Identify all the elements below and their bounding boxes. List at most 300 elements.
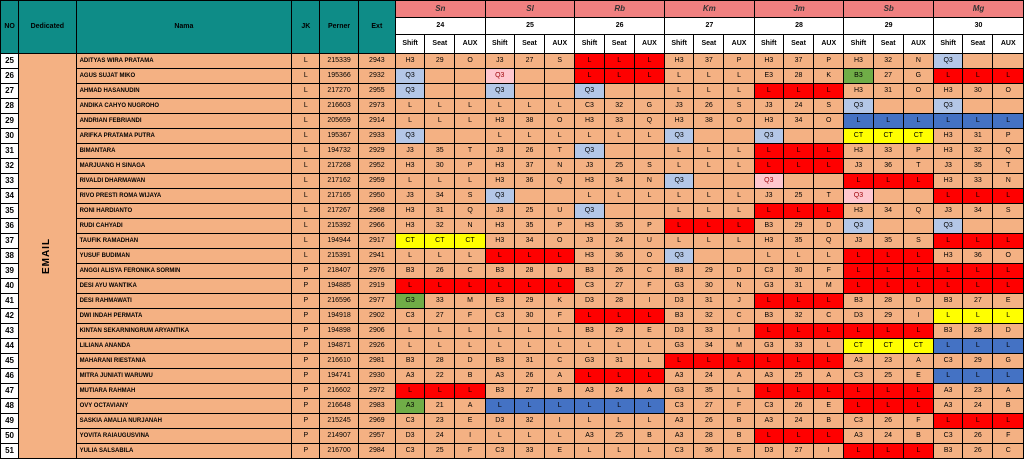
employee-perner[interactable]: 194741 <box>320 369 358 384</box>
schedule-cell[interactable] <box>903 189 933 204</box>
schedule-cell[interactable]: G <box>634 99 664 114</box>
schedule-cell[interactable]: L <box>724 84 754 99</box>
schedule-cell[interactable]: 36 <box>604 249 634 264</box>
schedule-cell[interactable]: 24 <box>783 414 813 429</box>
schedule-cell[interactable]: D3 <box>665 294 694 309</box>
employee-jk[interactable]: P <box>292 444 320 459</box>
schedule-cell[interactable]: S <box>545 54 575 69</box>
schedule-cell[interactable]: 33 <box>604 114 634 129</box>
schedule-cell[interactable]: L <box>455 174 485 189</box>
employee-perner[interactable]: 216602 <box>320 384 358 399</box>
schedule-cell[interactable]: L <box>903 279 933 294</box>
schedule-cell[interactable]: C3 <box>844 369 873 384</box>
schedule-cell[interactable]: J3 <box>665 99 694 114</box>
schedule-cell[interactable]: F <box>724 399 754 414</box>
schedule-cell[interactable]: L <box>903 264 933 279</box>
schedule-cell[interactable]: 37 <box>694 54 724 69</box>
schedule-cell[interactable]: B <box>993 399 1024 414</box>
schedule-cell[interactable]: T <box>455 144 485 159</box>
row-number[interactable]: 29 <box>1 114 19 129</box>
schedule-cell[interactable]: H3 <box>844 204 873 219</box>
schedule-cell[interactable]: H3 <box>934 129 963 144</box>
schedule-cell[interactable]: H3 <box>934 249 963 264</box>
schedule-cell[interactable]: L <box>485 249 514 264</box>
schedule-cell[interactable]: S <box>903 234 933 249</box>
schedule-cell[interactable] <box>873 219 903 234</box>
schedule-cell[interactable]: L <box>814 249 844 264</box>
schedule-cell[interactable]: B <box>634 429 664 444</box>
schedule-cell[interactable]: H3 <box>485 159 514 174</box>
schedule-cell[interactable]: 26 <box>873 414 903 429</box>
schedule-cell[interactable]: L <box>783 249 813 264</box>
schedule-cell[interactable]: H3 <box>485 174 514 189</box>
schedule-cell[interactable]: 31 <box>604 354 634 369</box>
schedule-cell[interactable]: 26 <box>783 399 813 414</box>
schedule-cell[interactable]: E <box>903 369 933 384</box>
schedule-cell[interactable]: Q3 <box>754 129 783 144</box>
employee-ext[interactable]: 2959 <box>358 174 395 189</box>
schedule-cell[interactable]: L <box>634 69 664 84</box>
schedule-cell[interactable]: E <box>634 324 664 339</box>
schedule-cell[interactable]: 33 <box>873 144 903 159</box>
employee-jk[interactable]: L <box>292 189 320 204</box>
schedule-cell[interactable]: L <box>665 234 694 249</box>
schedule-cell[interactable]: 33 <box>783 339 813 354</box>
schedule-cell[interactable]: J3 <box>575 234 604 249</box>
schedule-cell[interactable]: L <box>934 369 963 384</box>
employee-perner[interactable]: 215245 <box>320 414 358 429</box>
schedule-cell[interactable]: L <box>425 384 455 399</box>
schedule-cell[interactable]: H3 <box>754 114 783 129</box>
schedule-cell[interactable]: D <box>455 354 485 369</box>
row-number[interactable]: 38 <box>1 249 19 264</box>
schedule-cell[interactable]: C3 <box>844 414 873 429</box>
schedule-cell[interactable]: L <box>634 369 664 384</box>
schedule-cell[interactable]: 31 <box>783 279 813 294</box>
schedule-cell[interactable]: L <box>545 429 575 444</box>
schedule-cell[interactable] <box>514 69 544 84</box>
schedule-cell[interactable]: L <box>783 294 813 309</box>
schedule-cell[interactable]: Q3 <box>665 174 694 189</box>
schedule-cell[interactable]: C <box>993 444 1024 459</box>
row-number[interactable]: 48 <box>1 399 19 414</box>
schedule-cell[interactable]: B <box>814 414 844 429</box>
schedule-cell[interactable]: C <box>814 309 844 324</box>
row-number[interactable]: 44 <box>1 339 19 354</box>
schedule-cell[interactable]: L <box>873 384 903 399</box>
schedule-cell[interactable]: 26 <box>514 144 544 159</box>
employee-perner[interactable]: 217267 <box>320 204 358 219</box>
schedule-cell[interactable]: H3 <box>934 174 963 189</box>
schedule-cell[interactable]: L <box>873 114 903 129</box>
schedule-cell[interactable]: L <box>934 339 963 354</box>
schedule-cell[interactable] <box>425 69 455 84</box>
schedule-cell[interactable]: L <box>545 339 575 354</box>
schedule-cell[interactable]: H3 <box>844 144 873 159</box>
schedule-cell[interactable]: P <box>455 159 485 174</box>
schedule-cell[interactable]: N <box>903 54 933 69</box>
schedule-cell[interactable]: F <box>634 279 664 294</box>
schedule-cell[interactable]: Q <box>634 114 664 129</box>
schedule-cell[interactable]: 26 <box>963 444 993 459</box>
schedule-cell[interactable] <box>514 189 544 204</box>
schedule-cell[interactable] <box>783 174 813 189</box>
employee-perner[interactable]: 216596 <box>320 294 358 309</box>
schedule-cell[interactable]: L <box>783 204 813 219</box>
schedule-cell[interactable]: F <box>455 309 485 324</box>
employee-ext[interactable]: 2917 <box>358 234 395 249</box>
schedule-cell[interactable]: L <box>903 114 933 129</box>
schedule-cell[interactable]: L <box>814 294 844 309</box>
schedule-cell[interactable]: L <box>963 414 993 429</box>
schedule-cell[interactable]: L <box>634 189 664 204</box>
schedule-cell[interactable]: L <box>575 444 604 459</box>
schedule-cell[interactable]: L <box>634 309 664 324</box>
schedule-cell[interactable]: L <box>665 189 694 204</box>
schedule-cell[interactable] <box>694 174 724 189</box>
schedule-cell[interactable]: I <box>545 414 575 429</box>
employee-ext[interactable]: 2972 <box>358 384 395 399</box>
date-25[interactable]: 25 <box>485 18 575 35</box>
employee-ext[interactable]: 2906 <box>358 324 395 339</box>
schedule-cell[interactable]: 31 <box>873 84 903 99</box>
schedule-cell[interactable]: J3 <box>754 99 783 114</box>
schedule-cell[interactable]: L <box>665 84 694 99</box>
header-no[interactable]: NO <box>1 1 19 54</box>
schedule-cell[interactable]: 24 <box>604 234 634 249</box>
schedule-cell[interactable]: L <box>724 159 754 174</box>
row-number[interactable]: 45 <box>1 354 19 369</box>
schedule-cell[interactable]: L <box>575 414 604 429</box>
employee-name[interactable]: YOVITA RAIAUGUSVINA <box>76 429 292 444</box>
schedule-cell[interactable]: A <box>724 369 754 384</box>
schedule-cell[interactable]: L <box>455 384 485 399</box>
schedule-cell[interactable]: C <box>634 264 664 279</box>
schedule-cell[interactable]: Q3 <box>485 84 514 99</box>
schedule-cell[interactable]: 33 <box>514 444 544 459</box>
schedule-cell[interactable]: 35 <box>873 234 903 249</box>
schedule-cell[interactable]: L <box>783 84 813 99</box>
schedule-cell[interactable]: J3 <box>844 234 873 249</box>
row-number[interactable]: 34 <box>1 189 19 204</box>
employee-perner[interactable]: 215339 <box>320 54 358 69</box>
schedule-cell[interactable]: 34 <box>783 114 813 129</box>
schedule-cell[interactable]: L <box>814 144 844 159</box>
schedule-cell[interactable]: 35 <box>604 219 634 234</box>
schedule-cell[interactable]: B3 <box>665 264 694 279</box>
schedule-cell[interactable]: L <box>634 444 664 459</box>
schedule-cell[interactable]: L <box>575 54 604 69</box>
schedule-cell[interactable]: 27 <box>963 294 993 309</box>
schedule-cell[interactable]: E3 <box>754 69 783 84</box>
schedule-cell[interactable]: M <box>455 294 485 309</box>
employee-name[interactable]: RIVO PRESTI ROMA WIJAYA <box>76 189 292 204</box>
schedule-cell[interactable] <box>724 129 754 144</box>
schedule-cell[interactable]: 32 <box>694 309 724 324</box>
schedule-cell[interactable]: D3 <box>485 414 514 429</box>
schedule-cell[interactable] <box>455 84 485 99</box>
schedule-cell[interactable]: J3 <box>754 189 783 204</box>
schedule-cell[interactable]: M <box>814 279 844 294</box>
schedule-cell[interactable]: A <box>455 399 485 414</box>
employee-perner[interactable]: 205659 <box>320 114 358 129</box>
schedule-cell[interactable]: P <box>634 219 664 234</box>
schedule-cell[interactable]: P <box>724 54 754 69</box>
employee-ext[interactable]: 2930 <box>358 369 395 384</box>
schedule-cell[interactable]: 33 <box>694 324 724 339</box>
schedule-cell[interactable]: C3 <box>754 399 783 414</box>
schedule-cell[interactable]: 36 <box>963 249 993 264</box>
schedule-cell[interactable]: 28 <box>694 429 724 444</box>
schedule-cell[interactable] <box>873 99 903 114</box>
schedule-cell[interactable]: A3 <box>485 369 514 384</box>
schedule-cell[interactable]: 30 <box>963 84 993 99</box>
row-number[interactable]: 47 <box>1 384 19 399</box>
schedule-cell[interactable]: CT <box>873 339 903 354</box>
schedule-cell[interactable]: L <box>395 384 424 399</box>
employee-ext[interactable]: 2902 <box>358 309 395 324</box>
schedule-cell[interactable]: L <box>694 204 724 219</box>
schedule-cell[interactable]: L <box>963 279 993 294</box>
schedule-cell[interactable]: 27 <box>783 444 813 459</box>
employee-name[interactable]: KINTAN SEKARNINGRUM ARYANTIKA <box>76 324 292 339</box>
subheader-seat[interactable]: Seat <box>783 35 813 54</box>
schedule-cell[interactable]: L <box>514 279 544 294</box>
schedule-cell[interactable]: L <box>395 324 424 339</box>
schedule-cell[interactable]: 26 <box>963 429 993 444</box>
schedule-cell[interactable]: L <box>604 309 634 324</box>
schedule-cell[interactable]: L <box>545 399 575 414</box>
row-number[interactable]: 36 <box>1 219 19 234</box>
employee-name[interactable]: OVY OCTAVIANY <box>76 399 292 414</box>
schedule-cell[interactable] <box>455 129 485 144</box>
schedule-cell[interactable]: P <box>814 54 844 69</box>
schedule-cell[interactable]: L <box>604 129 634 144</box>
header-jk[interactable]: JK <box>292 1 320 54</box>
schedule-cell[interactable]: L <box>545 279 575 294</box>
schedule-cell[interactable]: H3 <box>665 54 694 69</box>
schedule-cell[interactable]: CT <box>873 129 903 144</box>
schedule-cell[interactable]: L <box>694 189 724 204</box>
employee-perner[interactable]: 218407 <box>320 264 358 279</box>
subheader-seat[interactable]: Seat <box>604 35 634 54</box>
schedule-cell[interactable]: T <box>814 189 844 204</box>
schedule-cell[interactable]: L <box>665 204 694 219</box>
schedule-cell[interactable]: L <box>754 354 783 369</box>
schedule-cell[interactable] <box>814 129 844 144</box>
schedule-cell[interactable]: 25 <box>604 159 634 174</box>
schedule-cell[interactable]: 29 <box>783 219 813 234</box>
schedule-cell[interactable]: Q3 <box>395 84 424 99</box>
schedule-cell[interactable]: L <box>514 249 544 264</box>
employee-name[interactable]: MITRA JUNIATI WARUWU <box>76 369 292 384</box>
schedule-cell[interactable]: L <box>993 189 1024 204</box>
schedule-cell[interactable]: L <box>724 384 754 399</box>
schedule-cell[interactable]: L <box>724 234 754 249</box>
schedule-cell[interactable]: L <box>844 279 873 294</box>
schedule-cell[interactable]: L <box>665 219 694 234</box>
schedule-cell[interactable]: L <box>844 174 873 189</box>
schedule-cell[interactable]: F <box>814 264 844 279</box>
schedule-cell[interactable]: B <box>545 384 575 399</box>
employee-ext[interactable]: 2966 <box>358 219 395 234</box>
employee-perner[interactable]: 215392 <box>320 219 358 234</box>
schedule-cell[interactable]: C3 <box>665 444 694 459</box>
schedule-cell[interactable]: L <box>425 249 455 264</box>
schedule-cell[interactable]: L <box>455 249 485 264</box>
header-dedicated[interactable]: Dedicated <box>19 1 76 54</box>
schedule-cell[interactable]: L <box>844 249 873 264</box>
subheader-shift[interactable]: Shift <box>934 35 963 54</box>
schedule-cell[interactable]: I <box>455 429 485 444</box>
employee-jk[interactable]: P <box>292 399 320 414</box>
schedule-cell[interactable]: 23 <box>873 354 903 369</box>
schedule-cell[interactable]: A3 <box>754 369 783 384</box>
employee-name[interactable]: AHMAD HASANUDIN <box>76 84 292 99</box>
dedicated-cell[interactable] <box>19 54 76 459</box>
header-perner[interactable]: Perner <box>320 1 358 54</box>
row-number[interactable]: 32 <box>1 159 19 174</box>
schedule-cell[interactable]: L <box>395 99 424 114</box>
schedule-cell[interactable]: J3 <box>485 144 514 159</box>
employee-ext[interactable]: 2929 <box>358 144 395 159</box>
employee-perner[interactable]: 215391 <box>320 249 358 264</box>
row-number[interactable]: 50 <box>1 429 19 444</box>
schedule-cell[interactable] <box>545 84 575 99</box>
schedule-cell[interactable]: Q3 <box>754 174 783 189</box>
schedule-cell[interactable]: A3 <box>575 384 604 399</box>
schedule-cell[interactable]: L <box>783 384 813 399</box>
schedule-cell[interactable]: L <box>485 99 514 114</box>
schedule-cell[interactable]: L <box>993 234 1024 249</box>
schedule-cell[interactable]: E <box>993 294 1024 309</box>
schedule-cell[interactable]: 25 <box>783 189 813 204</box>
employee-ext[interactable]: 2957 <box>358 429 395 444</box>
schedule-cell[interactable]: 28 <box>873 294 903 309</box>
subheader-seat[interactable]: Seat <box>963 35 993 54</box>
schedule-cell[interactable]: L <box>783 324 813 339</box>
employee-jk[interactable]: P <box>292 324 320 339</box>
schedule-cell[interactable]: A3 <box>934 399 963 414</box>
schedule-cell[interactable]: I <box>724 324 754 339</box>
schedule-cell[interactable] <box>455 69 485 84</box>
schedule-cell[interactable]: H3 <box>844 84 873 99</box>
schedule-cell[interactable]: J <box>724 294 754 309</box>
schedule-cell[interactable]: C3 <box>575 279 604 294</box>
schedule-cell[interactable]: 35 <box>694 384 724 399</box>
schedule-cell[interactable]: F <box>903 414 933 429</box>
schedule-cell[interactable]: O <box>455 54 485 69</box>
subheader-shift[interactable]: Shift <box>395 35 424 54</box>
schedule-cell[interactable]: L <box>665 354 694 369</box>
schedule-cell[interactable]: H3 <box>844 54 873 69</box>
schedule-cell[interactable]: 34 <box>604 174 634 189</box>
subheader-shift[interactable]: Shift <box>844 35 873 54</box>
schedule-cell[interactable]: L <box>485 339 514 354</box>
schedule-cell[interactable]: C3 <box>485 444 514 459</box>
schedule-cell[interactable]: Q3 <box>395 69 424 84</box>
schedule-cell[interactable]: 34 <box>694 339 724 354</box>
employee-name[interactable]: ANDRIAN FEBRIANDI <box>76 114 292 129</box>
employee-jk[interactable]: L <box>292 99 320 114</box>
schedule-cell[interactable]: H3 <box>395 159 424 174</box>
schedule-cell[interactable]: 34 <box>963 204 993 219</box>
schedule-cell[interactable]: 34 <box>425 189 455 204</box>
employee-jk[interactable]: L <box>292 69 320 84</box>
schedule-cell[interactable]: L <box>934 309 963 324</box>
schedule-cell[interactable]: L <box>754 144 783 159</box>
subheader-aux[interactable]: AUX <box>814 35 844 54</box>
schedule-cell[interactable]: A3 <box>395 399 424 414</box>
schedule-cell[interactable]: K <box>545 294 575 309</box>
schedule-cell[interactable]: 38 <box>514 114 544 129</box>
schedule-cell[interactable]: L <box>724 354 754 369</box>
schedule-cell[interactable]: L <box>783 159 813 174</box>
schedule-cell[interactable]: H3 <box>934 84 963 99</box>
schedule-cell[interactable]: B <box>455 369 485 384</box>
schedule-cell[interactable]: Q3 <box>844 219 873 234</box>
row-number[interactable]: 27 <box>1 84 19 99</box>
schedule-cell[interactable] <box>993 99 1024 114</box>
schedule-cell[interactable]: L <box>963 264 993 279</box>
employee-name[interactable]: ANDIKA CAHYO NUGROHO <box>76 99 292 114</box>
employee-jk[interactable]: L <box>292 159 320 174</box>
employee-jk[interactable]: P <box>292 429 320 444</box>
day-sn[interactable]: Sn <box>395 1 485 18</box>
row-number[interactable]: 49 <box>1 414 19 429</box>
schedule-cell[interactable]: T <box>903 159 933 174</box>
schedule-cell[interactable]: A3 <box>665 429 694 444</box>
row-number[interactable]: 40 <box>1 279 19 294</box>
schedule-cell[interactable]: L <box>634 54 664 69</box>
employee-ext[interactable]: 2955 <box>358 84 395 99</box>
schedule-cell[interactable]: 24 <box>425 429 455 444</box>
employee-name[interactable]: MAHARANI RIESTANIA <box>76 354 292 369</box>
schedule-cell[interactable]: L <box>873 444 903 459</box>
schedule-cell[interactable]: 28 <box>783 69 813 84</box>
schedule-cell[interactable]: 24 <box>694 369 724 384</box>
schedule-cell[interactable]: H3 <box>575 174 604 189</box>
schedule-cell[interactable]: L <box>754 84 783 99</box>
row-number[interactable]: 46 <box>1 369 19 384</box>
schedule-cell[interactable]: L <box>604 339 634 354</box>
employee-perner[interactable]: 217165 <box>320 189 358 204</box>
schedule-cell[interactable]: 21 <box>425 399 455 414</box>
schedule-cell[interactable]: L <box>963 69 993 84</box>
schedule-cell[interactable]: CT <box>455 234 485 249</box>
schedule-cell[interactable]: L <box>783 354 813 369</box>
schedule-cell[interactable]: L <box>814 159 844 174</box>
schedule-cell[interactable]: L <box>754 159 783 174</box>
schedule-cell[interactable]: O <box>993 84 1024 99</box>
schedule-cell[interactable]: B3 <box>395 264 424 279</box>
schedule-cell[interactable]: D3 <box>844 309 873 324</box>
employee-perner[interactable]: 216603 <box>320 99 358 114</box>
schedule-cell[interactable]: L <box>634 354 664 369</box>
schedule-cell[interactable]: 30 <box>425 159 455 174</box>
schedule-cell[interactable]: L <box>575 129 604 144</box>
schedule-cell[interactable]: L <box>575 339 604 354</box>
employee-jk[interactable]: P <box>292 279 320 294</box>
schedule-cell[interactable] <box>963 219 993 234</box>
schedule-cell[interactable]: L <box>425 114 455 129</box>
schedule-cell[interactable]: L <box>993 114 1024 129</box>
schedule-cell[interactable]: L <box>814 84 844 99</box>
schedule-cell[interactable]: L <box>485 324 514 339</box>
schedule-cell[interactable]: 30 <box>514 309 544 324</box>
schedule-cell[interactable]: L <box>455 339 485 354</box>
employee-name[interactable]: DESI RAHMAWATI <box>76 294 292 309</box>
